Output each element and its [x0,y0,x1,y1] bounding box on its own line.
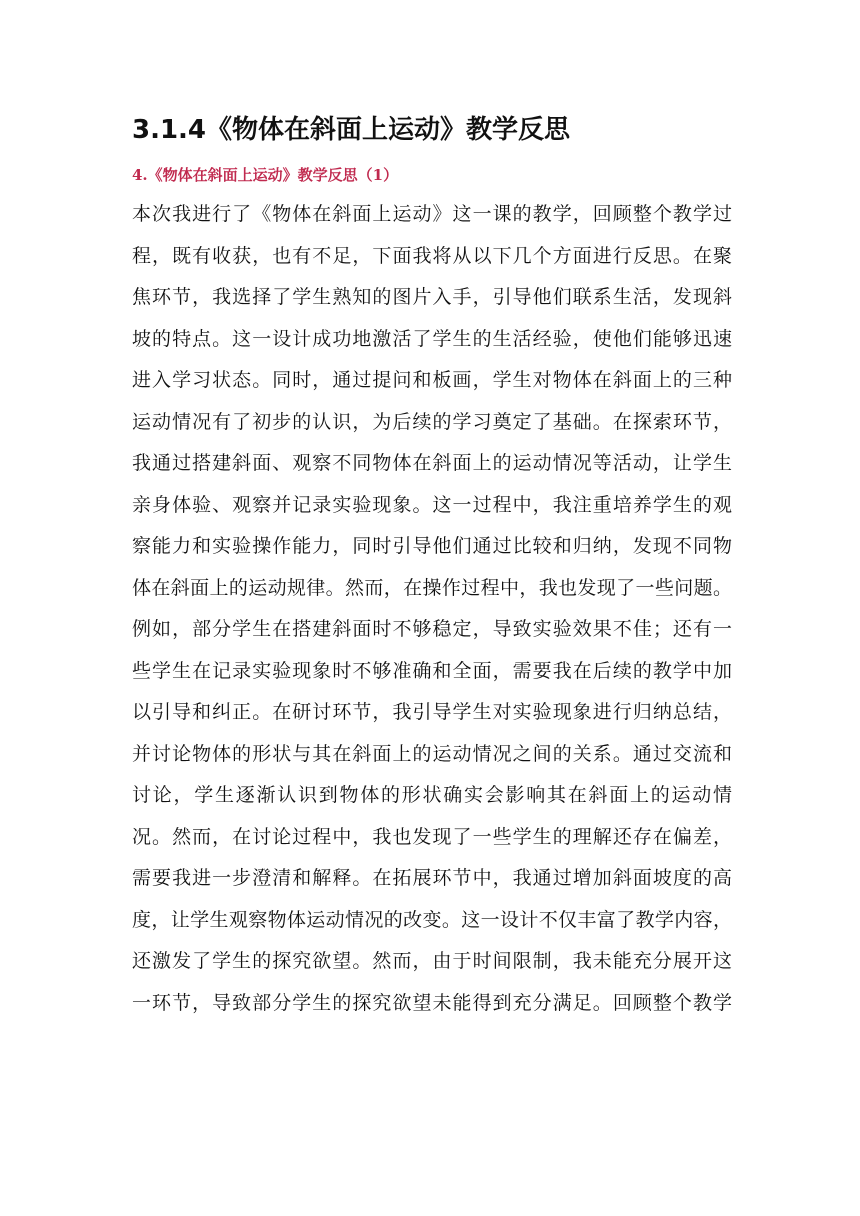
paragraph-line: 度，让学生观察物体运动情况的改变。这一设计不仅丰富了教学内容， [132,908,732,931]
paragraph-line: 进入学习状态。同时，通过提问和板画，学生对物体在斜面上的三种 [132,369,732,391]
paragraph-line: 我通过搭建斜面、观察不同物体在斜面上的运动情况等活动，让学生 [132,452,732,474]
paragraph-line: 讨论，学生逐渐认识到物体的形状确实会影响其在斜面上的运动情 [132,784,732,806]
paragraph-line: 并讨论物体的形状与其在斜面上的运动情况之间的关系。通过交流和 [132,742,732,765]
paragraph-line: 焦环节，我选择了学生熟知的图片入手，引导他们联系生活，发现斜 [132,286,732,308]
paragraph-line: 需要我进一步澄清和解释。在拓展环节中，我通过增加斜面坡度的高 [132,867,732,889]
section-heading: 4.《物体在斜面上运动》教学反思（1） [132,166,399,184]
paragraph-line: 一环节，导致部分学生的探究欲望未能得到充分满足。回顾整个教学 [132,991,732,1014]
paragraph-line: 体在斜面上的运动规律。然而，在操作过程中，我也发现了一些问题。 [132,576,732,599]
paragraph-line: 些学生在记录实验现象时不够准确和全面，需要我在后续的教学中加 [132,659,732,682]
paragraph-line: 程，既有收获，也有不足，下面我将从以下几个方面进行反思。在聚 [132,244,732,267]
paragraph-line: 运动情况有了初步的认识，为后续的学习奠定了基础。在探索环节， [132,410,732,433]
paragraph-line: 况。然而，在讨论过程中，我也发现了一些学生的理解还存在偏差， [132,825,732,848]
body-paragraph [132,196,732,1026]
paragraph-line: 例如，部分学生在搭建斜面时不够稳定，导致实验效果不佳；还有一 [132,618,732,640]
paragraph-line: 察能力和实验操作能力，同时引导他们通过比较和归纳，发现不同物 [132,535,732,557]
paragraph-line: 以引导和纠正。在研讨环节，我引导学生对实验现象进行归纳总结， [132,701,732,723]
paragraph-line: 本次我进行了《物体在斜面上运动》这一课的教学，回顾整个教学过 [132,203,732,225]
paragraph-line: 亲身体验、观察并记录实验现象。这一过程中，我注重培养学生的观 [132,493,732,516]
paragraph-line: 还激发了学生的探究欲望。然而，由于时间限制，我未能充分展开这 [132,950,732,972]
paragraph-line: 坡的特点。这一设计成功地激活了学生的生活经验，使他们能够迅速 [132,327,732,350]
document-title: 3.1.4《物体在斜面上运动》教学反思 [132,115,571,145]
